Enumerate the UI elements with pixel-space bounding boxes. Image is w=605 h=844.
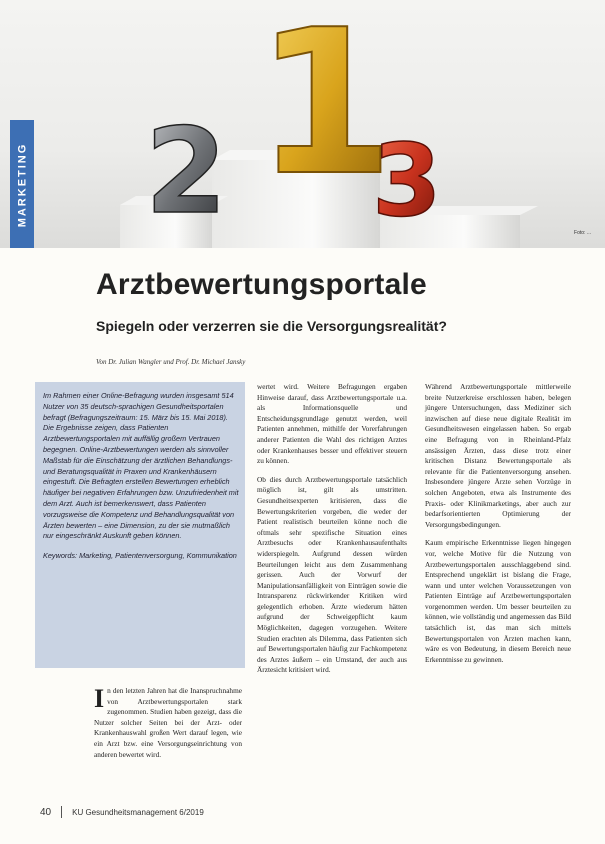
body-column-3 <box>425 382 571 673</box>
body-column-2 <box>257 382 407 684</box>
number-one-figure: 1 <box>255 0 395 220</box>
page-number: 40 <box>40 806 52 818</box>
abstract-box <box>35 382 245 668</box>
publication-name: KU Gesundheitsmanagement 6/2019 <box>72 807 204 817</box>
body-paragraph: wertet wird. Weitere Befragungen ergaben Hinweise darauf, dass Arztbewertungsportale u.a. als Informationsquelle und Entscheidungsgrundlage genutzt werden, weil Patienten annehmen, mithilfe der Vorerfahrungen anderer Patienten die Wahl des richtigen Arztes oder Krankenhauses besser und effektiver steuern zu können. <box>257 382 407 466</box>
article-subtitle: Spiegeln oder verzerren sie die Versorgungsrealität? <box>96 318 447 334</box>
body-column-1 <box>94 686 242 768</box>
footer-divider <box>61 806 62 818</box>
body-paragraph: Ob dies durch Arztbewertungsportale tatsächlich möglich ist, gilt als umstritten. Gesundheitsexperten kritisieren, dass die Bewertungskriterien vorgeben, die weder der Patient realistisch beurteilen könne noch die oftmals sehr spezifische Situation eines Arztbesuchs oder Krankenhausaufenthalts widerspiegeln. Aufgrund dessen würden Beurteilungen leicht aus dem Zusammenhang gerissen. Auch der Vorwurf der Manipulationsanfälligkeit von Einträgen sowie die Intransparenz rückwirkender Kritiken wird gelegentlich erhoben. Ärzte wiederum hätten aufgrund der Schweigepflicht kaum Möglichkeiten, dagegen vorzugehen. Weitere Studien erachten als Dilemma, dass Patienten sich auf Bewertungsportalen häufig zur Fachkompetenz des Arztes äußern – ein Umstand, der auch aus Ärztesicht kritisiert wird. <box>257 474 407 675</box>
drop-cap: I <box>94 684 105 713</box>
article-title: Arztbewertungsportale <box>96 268 427 301</box>
number-three-figure: 3 <box>372 122 442 239</box>
section-tab <box>10 120 34 248</box>
article-authors: Von Dr. Julian Wangler und Prof. Dr. Michael Jansky <box>96 358 246 366</box>
section-label: MARKETING <box>16 142 29 228</box>
podium-illustration <box>0 0 605 248</box>
abstract-text: Im Rahmen einer Online-Befragung wurden insgesamt 514 Nutzer von 35 deutsch-sprachigen Gesundheitsportalen befragt (Befragungszeitraum: 15. März bis 15. Mai 2018). Die Ergebnisse zeigen, dass Patienten Arztbewertungsportalen mit auffällig großem Vertrauen begegnen. Online-Arztbewertungen werden als sinnvoller Maßstab für die Einschätzung der ärztlichen Behandlungs- und Beratungsqualität in Praxen und Krankenhäusern eingestuft. Die Befragten erstellen Bewertungen erheblich häufiger bei negativen Erfahrungen bzw. Unzufriedenheit mit dem Arzt. Auch ist bemerkenswert, dass Patienten vorzugsweise die Kompetenz und Behandlungsqualität von Ärzten bewerten – eine Dimension, zu der sie mutmaßlich nur eingeschränkt Auskunft geben können. <box>43 391 239 541</box>
body-paragraph: Während Arztbewertungsportale mittlerweile breite Nutzerkreise erschlossen haben, belegen jüngere Untersuchungen, dass Mediziner sich inzwischen auf diese neue digitale Realität im Gesundheitswesen eingelassen haben. So ergab eine Befragung von in Rheinland-Pfalz ansässigen Ärzten, dass diese trotz einer kritischen Distanz Bewertungsportale als relevante für die Patientenversorgung ansehen. Insbesondere jüngere Ärzte sehen Vorzüge in solchen Angeboten, etwa als Instrumente des Praxis- oder Klinikmarketings, aber auch zur bedarfsorientierten Optimierung der Versorgungsbedingungen. <box>425 382 571 529</box>
body-text-col1: n den letzten Jahren hat die Inanspruchnahme von Arztbewertungsportalen stark zugenommen. Studien haben gezeigt, dass die Nutzer solcher Seiten bei der Arzt- oder Krankenhauswahl großen Wert darauf legen, wie ein Arzt bzw. eine Versorgungseinrichtung von anderen bewertet wird. <box>94 686 242 759</box>
number-two-figure: 2 <box>145 102 228 240</box>
hero-image <box>0 0 605 248</box>
keywords: Keywords: Marketing, Patientenversorgung, Kommunikation <box>43 551 237 561</box>
page-footer <box>40 806 204 818</box>
body-paragraph: Kaum empirische Erkenntnisse liegen hingegen vor, welche Motive für die Nutzung von Arztbewertungsportalen ausschlaggebend sind. Entsprechend ungeklärt ist bislang die Frage, wann und unter welchen Voraussetzungen von Patienten Einträge auf Arztbewertungsportalen vorgenommen werden. Um besser beurteilen zu können, wie vollständig und angemessen das Bild tatsächlich ist, das man sich mittels Bewertungsportalen von Ärzten machen kann, wäre es von Bedeutung, in diesem Bereich neue Erkenntnisse zu gewinnen. <box>425 538 571 664</box>
photo-credit: Foto: ... <box>574 230 591 236</box>
